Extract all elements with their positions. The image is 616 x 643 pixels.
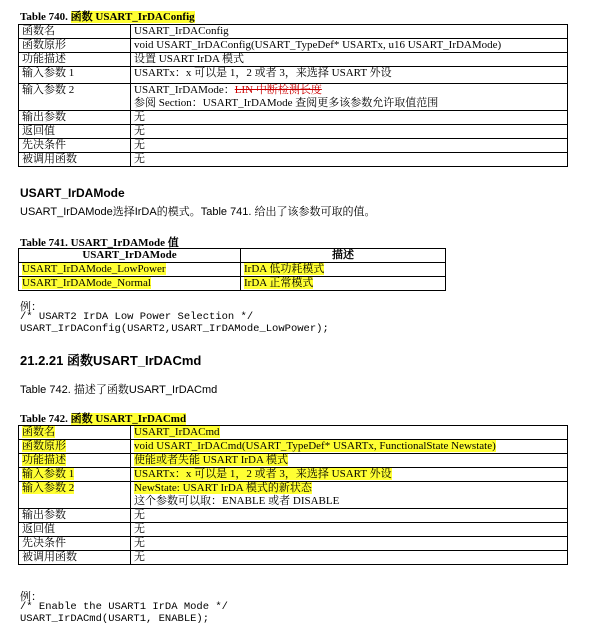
row-key: 先决条件 [19,537,131,551]
table-row [19,263,446,277]
table-row [19,551,568,565]
table-742-caption [20,410,186,426]
table-row [19,84,568,111]
row-value: 无 [131,153,568,167]
mode-desc: IrDA 正常模式 [244,277,314,289]
column-header: USART_IrDAMode [19,249,241,263]
table-row [19,454,568,468]
table-row [19,125,568,139]
row-key: 输出参数 [19,111,131,125]
param-name: USART_IrDAMode： [134,84,235,96]
table-row [19,440,568,454]
code-line: USART_IrDAConfig(USART2,USART_IrDAMode_LowPower); [20,323,329,335]
param-section-title: USART_IrDAMode [20,186,125,200]
row-key: 被调用函数 [19,153,131,167]
mode-desc: IrDA 低功耗模式 [244,263,325,275]
row-value: NewState: USART IrDA 模式的新状态 [134,482,312,494]
table-row [19,509,568,523]
example-label: 例： [20,591,42,603]
code-line: /* USART2 IrDA Low Power Selection */ [20,311,254,323]
table-row [19,25,568,39]
example-label: 例： [20,301,42,313]
row-key: 输入参数 2 [19,84,131,111]
row-key: 输入参数 1 [22,468,75,480]
row-key: 函数名 [19,25,131,39]
row-key: 被调用函数 [19,551,131,565]
section-heading: 21.2.21 函数USART_IrDACmd [20,353,202,368]
row-key: 功能描述 [19,53,131,67]
table-row [19,468,568,482]
row-value: 使能或者失能 USART IrDA 模式 [134,454,289,466]
row-key: 功能描述 [22,454,66,466]
column-header: 描述 [241,249,446,263]
row-value: USART_IrDAConfig [131,25,568,39]
row-value-line2: 这个参数可以取：ENABLE 或者 DISABLE [134,495,340,507]
row-value: 无 [131,111,568,125]
table-header-row [19,249,446,263]
row-value: 无 [131,125,568,139]
section-desc: Table 742. 描述了函数USART_IrDACmd [20,384,218,396]
table-row [19,53,568,67]
row-value: 无 [131,523,568,537]
row-key: 先决条件 [19,139,131,153]
table-row [19,537,568,551]
table-row [19,426,568,440]
row-key: 函数原形 [22,440,66,452]
table-row [19,153,568,167]
row-key: 输入参数 1 [19,67,131,84]
row-value: void USART_IrDAConfig(USART_TypeDef* USARTx, u16 USART_IrDAMode) [131,39,568,53]
table-row [19,523,568,537]
param-section-desc: USART_IrDAMode选择IrDA的模式。Table 741. 给出了该参数可取的值。 [20,206,376,218]
caption-prefix: Table 742. [20,413,68,425]
row-key: 返回值 [19,523,131,537]
row-value: 无 [131,551,568,565]
table-741 [18,248,446,291]
row-key: 函数原形 [19,39,131,53]
table-row [19,277,446,291]
table-742 [18,425,568,565]
table-740-caption [20,8,195,24]
mode-value: USART_IrDAMode_Normal [22,277,151,289]
row-value: 设置 USART IrDA 模式 [131,53,568,67]
code-line: USART_IrDACmd(USART1, ENABLE); [20,613,210,625]
row-key: 输出参数 [19,509,131,523]
row-value: 无 [131,139,568,153]
caption-title: 函数 USART_IrDAConfig [70,11,195,23]
table-row [19,67,568,84]
row-key: 返回值 [19,125,131,139]
table-row [19,139,568,153]
row-value [131,84,568,111]
row-value: 无 [131,509,568,523]
row-key: 输入参数 2 [22,482,75,494]
row-value: USART_IrDACmd [134,426,220,438]
caption-prefix: Table 740. [20,11,68,23]
table-row [19,111,568,125]
row-value-line2: 参阅 Section：USART_IrDAMode 查阅更多该参数允许取值范围 [134,97,439,109]
code-line: /* Enable the USART1 IrDA Mode */ [20,601,228,613]
row-value: USARTx：x 可以是 1，2 或者 3，来选择 USART 外设 [134,468,392,480]
table-740 [18,24,568,167]
caption-title: 函数 USART_IrDACmd [70,413,187,425]
table-741-caption: Table 741. USART_IrDAMode 值 [20,237,179,249]
mode-value: USART_IrDAMode_LowPower [22,263,166,275]
table-row [19,39,568,53]
row-key: 函数名 [22,426,55,438]
table-row [19,482,568,509]
row-value: 无 [131,537,568,551]
struck-text: LIN 中断检测长度 [234,84,322,96]
row-value: USARTx：x 可以是 1，2 或者 3，来选择 USART 外设 [131,67,568,84]
row-value: void USART_IrDACmd(USART_TypeDef* USARTx, FunctionalState Newstate) [134,440,496,452]
